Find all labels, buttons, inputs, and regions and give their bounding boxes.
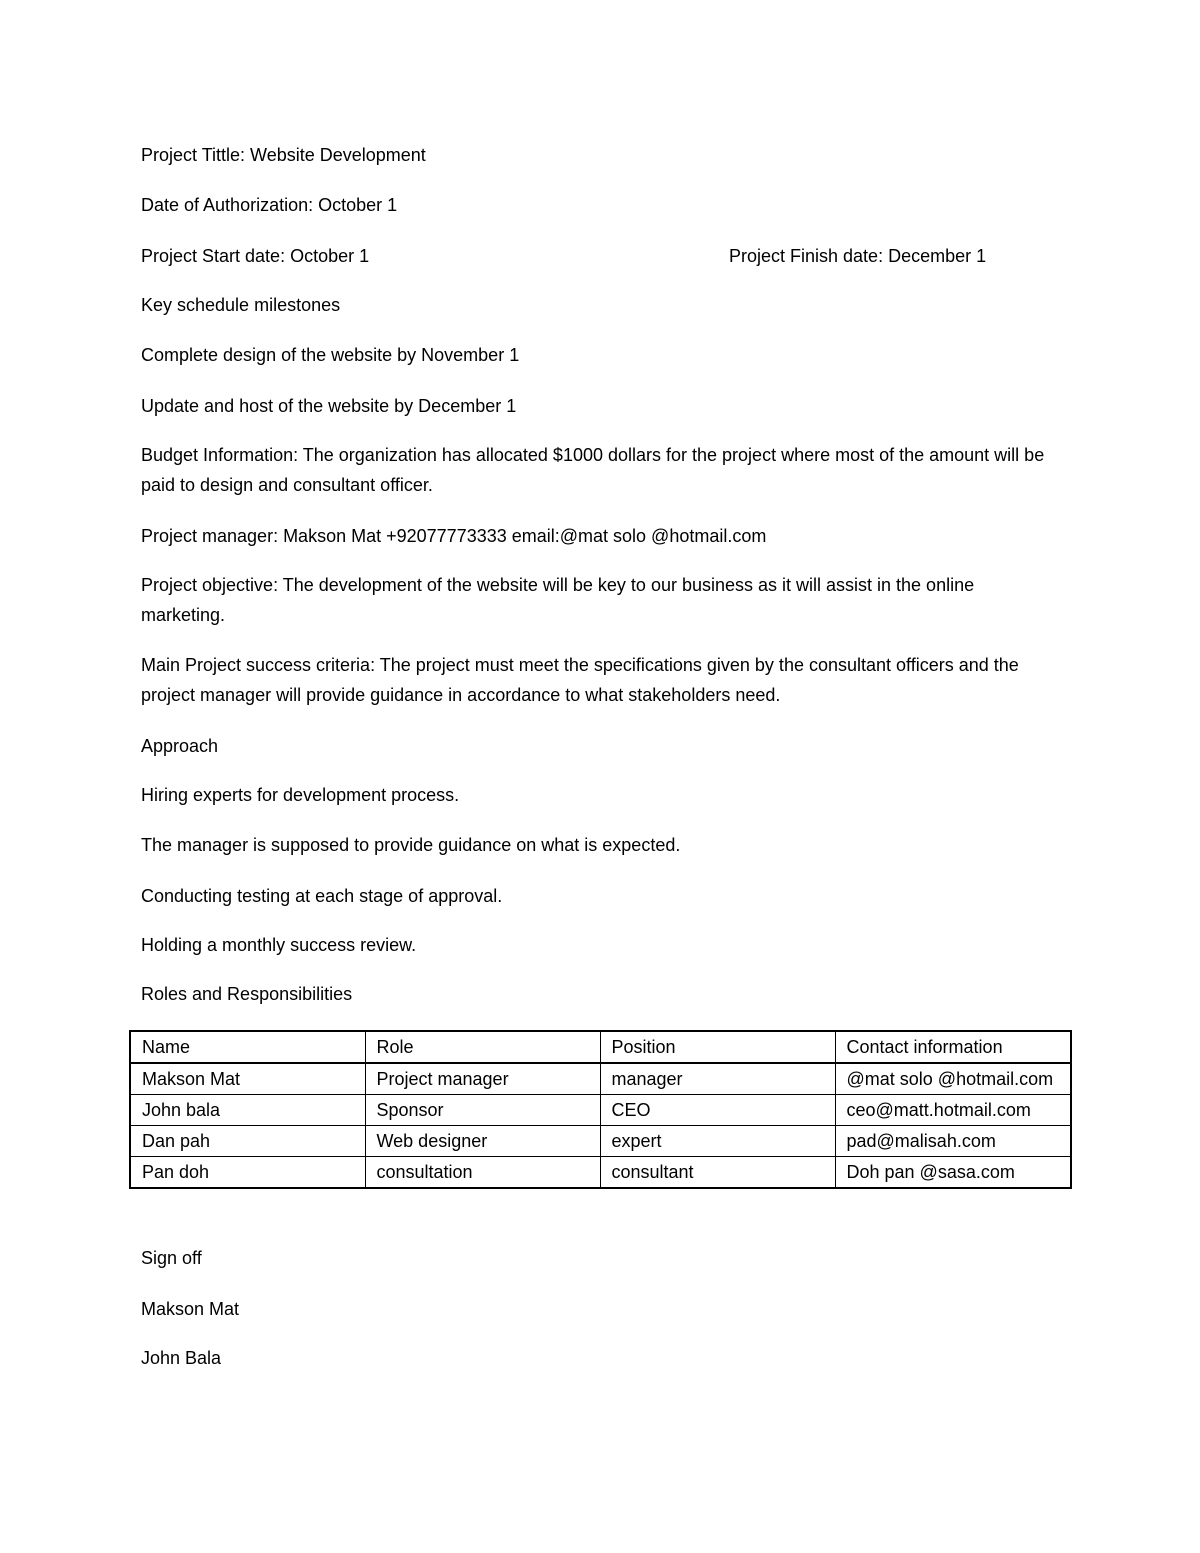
signatory: Makson Mat <box>141 1299 240 1319</box>
roles-table <box>129 1030 1072 1189</box>
table-cell: CEO <box>600 1095 835 1126</box>
table-cell: pad@malisah.com <box>835 1126 1071 1157</box>
project-finish-date: Project Finish date: December 1 <box>729 246 987 266</box>
table-cell: consultation <box>365 1157 600 1189</box>
table-row <box>130 1095 1071 1126</box>
date-of-authorization: Date of Authorization: October 1 <box>141 195 398 215</box>
project-title: Project Tittle: Website Development <box>141 145 426 165</box>
approach-item: Conducting testing at each stage of approval. <box>141 886 503 906</box>
approach-item: Holding a monthly success review. <box>141 935 417 955</box>
table-header-row <box>130 1031 1071 1063</box>
roles-heading: Roles and Responsibilities <box>141 984 353 1004</box>
table-cell: Makson Mat <box>130 1063 365 1095</box>
table-cell: Dan pah <box>130 1126 365 1157</box>
milestones-heading: Key schedule milestones <box>141 295 341 315</box>
success-criteria: Main Project success criteria: The project must meet the specifications given by the consultant officers and the project manager will provide guidance in accordance to what stakeholders need. <box>141 655 1019 705</box>
project-objective: Project objective: The development of the website will be key to our business as it will assist in the online marketing. <box>141 575 975 625</box>
table-cell: ceo@matt.hotmail.com <box>835 1095 1071 1126</box>
table-cell: Web designer <box>365 1126 600 1157</box>
table-row <box>130 1126 1071 1157</box>
milestone-item: Complete design of the website by November 1 <box>141 345 520 365</box>
project-start-date: Project Start date: October 1 <box>141 246 370 266</box>
milestone-item: Update and host of the website by December 1 <box>141 396 517 416</box>
table-cell: manager <box>600 1063 835 1095</box>
table-cell: Doh pan @sasa.com <box>835 1157 1071 1189</box>
table-cell: Project manager <box>365 1063 600 1095</box>
table-cell: expert <box>600 1126 835 1157</box>
header-cell: Name <box>130 1031 365 1063</box>
approach-item: Hiring experts for development process. <box>141 785 460 805</box>
table-row <box>130 1157 1071 1189</box>
table-cell: Sponsor <box>365 1095 600 1126</box>
approach-heading: Approach <box>141 736 219 756</box>
signoff-heading: Sign off <box>141 1248 202 1268</box>
header-cell: Contact information <box>835 1031 1071 1063</box>
approach-item: The manager is supposed to provide guidance on what is expected. <box>141 835 681 855</box>
header-cell: Position <box>600 1031 835 1063</box>
table-cell: @mat solo @hotmail.com <box>835 1063 1071 1095</box>
table-cell: consultant <box>600 1157 835 1189</box>
table-cell: John bala <box>130 1095 365 1126</box>
project-manager: Project manager: Makson Mat +92077773333 email:@mat solo @hotmail.com <box>141 526 767 546</box>
table-cell: Pan doh <box>130 1157 365 1189</box>
table-row <box>130 1063 1071 1095</box>
budget-information: Budget Information: The organization has allocated $1000 dollars for the project where most of the amount will be paid to design and consultant officer. <box>141 445 1045 495</box>
header-cell: Role <box>365 1031 600 1063</box>
signatory: John Bala <box>141 1348 222 1368</box>
